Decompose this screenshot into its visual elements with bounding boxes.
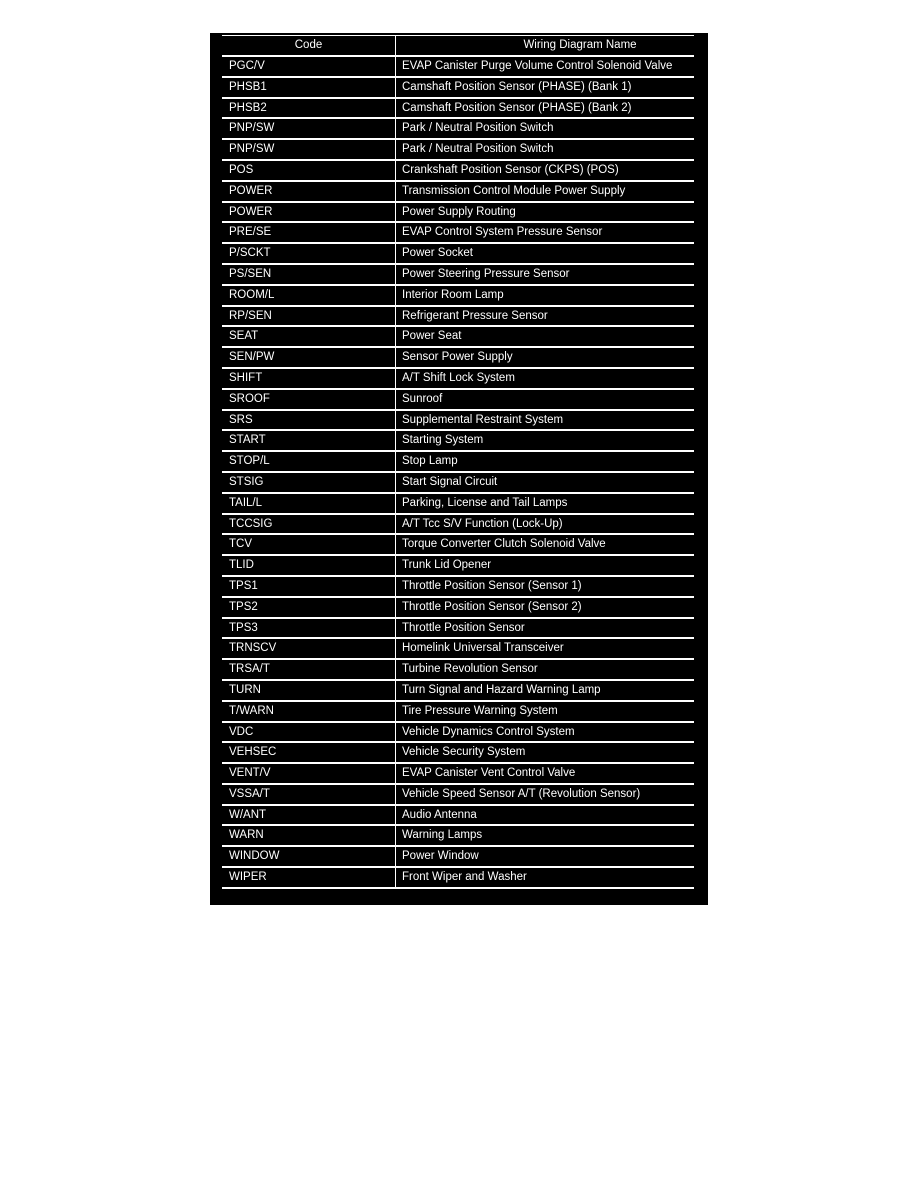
code-cell: TPS3 (222, 619, 396, 638)
table-row (222, 203, 694, 224)
code-cell: VSSA/T (222, 785, 396, 804)
wiring-diagram-name-cell: Starting System (402, 434, 484, 447)
code-cell: T/WARN (222, 702, 396, 721)
code-cell: POWER (222, 203, 396, 222)
table-row (222, 577, 694, 598)
table-row (222, 473, 694, 494)
code-cell: PNP/SW (222, 140, 396, 159)
wiring-diagram-name-cell: Tire Pressure Warning System (402, 704, 558, 717)
code-cell: PRE/SE (222, 223, 396, 242)
code-cell: POS (222, 161, 396, 180)
table-row (222, 494, 694, 515)
wiring-diagram-name-cell: Front Wiper and Washer (402, 871, 527, 884)
header-code: Code (222, 36, 396, 55)
table-row (222, 681, 694, 702)
table-row (222, 411, 694, 432)
table-row (222, 57, 694, 78)
code-cell: START (222, 431, 396, 450)
table-row (222, 78, 694, 99)
wiring-diagram-name-cell: Power Seat (402, 330, 462, 343)
wiring-diagram-name-cell: Sensor Power Supply (402, 351, 513, 364)
table-row (222, 619, 694, 640)
wiring-code-table-panel (210, 33, 708, 905)
code-cell: SRS (222, 411, 396, 430)
code-cell: VENT/V (222, 764, 396, 783)
wiring-diagram-name-cell: Park / Neutral Position Switch (402, 143, 554, 156)
code-cell: STSIG (222, 473, 396, 492)
wiring-diagram-name-cell: Vehicle Dynamics Control System (402, 725, 575, 738)
code-cell: SEN/PW (222, 348, 396, 367)
wiring-diagram-name-cell: Park / Neutral Position Switch (402, 122, 554, 135)
table-row (222, 348, 694, 369)
code-cell: VEHSEC (222, 743, 396, 762)
code-cell: TRSA/T (222, 660, 396, 679)
wiring-diagram-name-cell: Vehicle Speed Sensor A/T (Revolution Sensor) (402, 787, 641, 800)
table-row (222, 515, 694, 536)
code-cell: VDC (222, 723, 396, 742)
code-cell: SHIFT (222, 369, 396, 388)
code-cell: TCCSIG (222, 515, 396, 534)
table-row (222, 161, 694, 182)
code-cell: P/SCKT (222, 244, 396, 263)
code-cell: PHSB1 (222, 78, 396, 97)
table-row (222, 723, 694, 744)
wiring-diagram-name-cell: Parking, License and Tail Lamps (402, 496, 568, 509)
table-row (222, 598, 694, 619)
code-cell: WARN (222, 826, 396, 845)
table-row (222, 639, 694, 660)
code-cell: PS/SEN (222, 265, 396, 284)
table-row (222, 140, 694, 161)
wiring-diagram-name-cell: EVAP Canister Vent Control Valve (402, 767, 576, 780)
table-row (222, 702, 694, 723)
code-cell: TRNSCV (222, 639, 396, 658)
table-row (222, 307, 694, 328)
wiring-diagram-name-cell: A/T Tcc S/V Function (Lock-Up) (402, 517, 563, 530)
table-row (222, 265, 694, 286)
wiring-diagram-name-cell: Throttle Position Sensor (Sensor 2) (402, 600, 582, 613)
wiring-diagram-name-cell: Refrigerant Pressure Sensor (402, 309, 548, 322)
wiring-diagram-name-cell: Transmission Control Module Power Supply (402, 184, 626, 197)
wiring-diagram-name-cell: Warning Lamps (402, 829, 483, 842)
header-wiring-diagram-name: Wiring Diagram Name (523, 39, 637, 51)
wiring-diagram-name-cell: Supplemental Restraint System (402, 413, 564, 426)
wiring-diagram-name-cell: A/T Shift Lock System (402, 371, 515, 384)
table-row (222, 868, 694, 889)
code-cell: PNP/SW (222, 119, 396, 138)
code-cell: WINDOW (222, 847, 396, 866)
table-row (222, 369, 694, 390)
code-cell: PHSB2 (222, 99, 396, 118)
wiring-diagram-name-cell: EVAP Canister Purge Volume Control Solenoid Valve (402, 60, 673, 72)
table-row (222, 390, 694, 411)
code-cell: SROOF (222, 390, 396, 409)
code-cell: PGC/V (222, 57, 396, 76)
table-row (222, 660, 694, 681)
wiring-diagram-name-cell: Turn Signal and Hazard Warning Lamp (402, 683, 601, 696)
wiring-diagram-name-cell: Vehicle Security System (402, 746, 526, 759)
code-cell: POWER (222, 182, 396, 201)
wiring-diagram-name-cell: Camshaft Position Sensor (PHASE) (Bank 1) (402, 80, 632, 93)
code-cell: RP/SEN (222, 307, 396, 326)
wiring-diagram-name-cell: Throttle Position Sensor (402, 621, 525, 634)
table-row (222, 847, 694, 868)
wiring-diagram-name-cell: Camshaft Position Sensor (PHASE) (Bank 2) (402, 101, 632, 114)
code-cell: WIPER (222, 868, 396, 887)
wiring-diagram-name-cell: Torque Converter Clutch Solenoid Valve (402, 538, 606, 551)
table-row (222, 244, 694, 265)
table-row (222, 327, 694, 348)
table-row (222, 99, 694, 120)
wiring-diagram-name-cell: Interior Room Lamp (402, 288, 504, 301)
table-row (222, 806, 694, 827)
wiring-diagram-name-cell: Power Socket (402, 247, 473, 260)
table-row (222, 119, 694, 140)
code-cell: TLID (222, 556, 396, 575)
wiring-diagram-name-cell: Throttle Position Sensor (Sensor 1) (402, 579, 582, 592)
wiring-diagram-name-cell: Trunk Lid Opener (402, 559, 492, 572)
code-cell: ROOM/L (222, 286, 396, 305)
table-row (222, 535, 694, 556)
code-cell: SEAT (222, 327, 396, 346)
code-cell: STOP/L (222, 452, 396, 471)
table-row (222, 182, 694, 203)
table-row (222, 286, 694, 307)
code-cell: TPS2 (222, 598, 396, 617)
table-row (222, 556, 694, 577)
table-row (222, 223, 694, 244)
wiring-diagram-name-cell: Power Supply Routing (402, 205, 516, 218)
code-cell: W/ANT (222, 806, 396, 825)
code-cell: TCV (222, 535, 396, 554)
wiring-diagram-name-cell: EVAP Control System Pressure Sensor (402, 226, 603, 239)
table-header-row (222, 35, 694, 57)
wiring-diagram-name-cell: Power Steering Pressure Sensor (402, 267, 570, 280)
table-row (222, 826, 694, 847)
code-cell: TAIL/L (222, 494, 396, 513)
wiring-diagram-name-cell: Start Signal Circuit (402, 475, 498, 488)
table-row (222, 431, 694, 452)
wiring-code-table (222, 35, 694, 889)
table-row (222, 785, 694, 806)
code-cell: TPS1 (222, 577, 396, 596)
wiring-diagram-name-cell: Sunroof (402, 392, 443, 405)
wiring-diagram-name-cell: Audio Antenna (402, 808, 477, 821)
wiring-diagram-name-cell: Turbine Revolution Sensor (402, 663, 538, 676)
wiring-diagram-name-cell: Power Window (402, 850, 479, 863)
code-cell: TURN (222, 681, 396, 700)
wiring-diagram-name-cell: Stop Lamp (402, 455, 458, 468)
table-row (222, 764, 694, 785)
wiring-diagram-name-cell: Homelink Universal Transceiver (402, 642, 564, 655)
table-row (222, 743, 694, 764)
wiring-diagram-name-cell: Crankshaft Position Sensor (CKPS) (POS) (402, 163, 619, 176)
table-row (222, 452, 694, 473)
